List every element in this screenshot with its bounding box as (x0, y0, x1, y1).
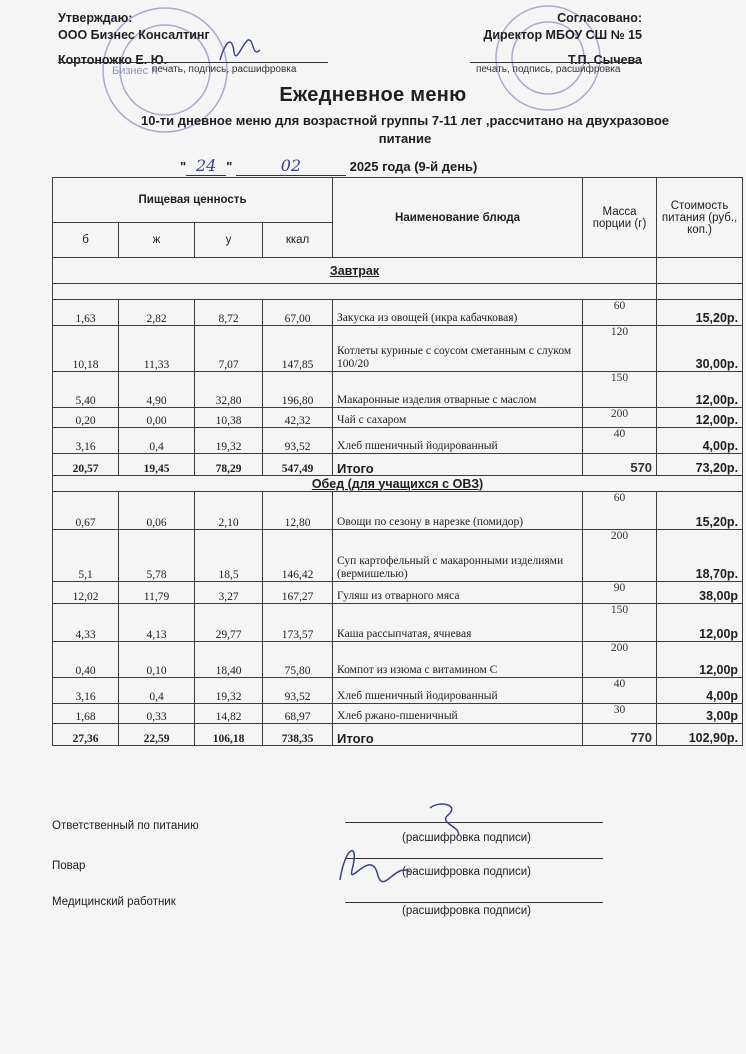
dish-price: 15,20р. (657, 300, 743, 326)
dish-mass: 120 (583, 326, 657, 372)
dish-price: 15,20р. (657, 492, 743, 530)
header-kcal: ккал (263, 223, 333, 258)
total-name: Итого (333, 454, 583, 476)
dish-mass: 30 (583, 704, 657, 724)
value-u: 19,32 (195, 428, 263, 454)
value-zh: 4,90 (119, 372, 195, 408)
dish-mass: 150 (583, 372, 657, 408)
total-mass: 770 (583, 724, 657, 746)
spacer-row (53, 284, 657, 300)
total-kcal: 547,49 (263, 454, 333, 476)
value-b: 0,40 (53, 642, 119, 678)
menu-table (52, 177, 743, 746)
value-u: 32,80 (195, 372, 263, 408)
approval-caption: печать, подпись, расшифровка (152, 64, 297, 75)
table-row (53, 326, 743, 372)
agreement-block (483, 10, 642, 69)
value-zh: 0,00 (119, 408, 195, 428)
table-row (53, 408, 743, 428)
agreement-sign-line (470, 62, 642, 63)
total-zh: 22,59 (119, 724, 195, 746)
dish-price: 12,00р (657, 642, 743, 678)
footer-responsible: Ответственный по питанию (52, 820, 199, 832)
approval-heading: Утверждаю: (58, 11, 133, 25)
dish-mass: 90 (583, 582, 657, 604)
value-zh: 11,33 (119, 326, 195, 372)
total-zh: 19,45 (119, 454, 195, 476)
breakfast-total-row (53, 454, 743, 476)
agreement-heading: Согласовано: (557, 11, 642, 25)
value-kcal: 196,80 (263, 372, 333, 408)
section-lunch: Обед (для учащихся с ОВЗ) (53, 476, 743, 492)
total-kcal: 738,35 (263, 724, 333, 746)
table-row (53, 704, 743, 724)
table-row (53, 530, 743, 582)
table-row (53, 642, 743, 678)
value-kcal: 167,27 (263, 582, 333, 604)
table-row (53, 300, 743, 326)
value-u: 7,07 (195, 326, 263, 372)
date-year: 2025 года (9-й день) (349, 159, 478, 174)
header-dish-name: Наименование блюда (333, 178, 583, 258)
header-mass: Масса порции (г) (583, 178, 657, 258)
approval-sign-line (58, 62, 328, 63)
header-nutrition: Пищевая ценность (53, 178, 333, 223)
dish-mass: 150 (583, 604, 657, 642)
value-kcal: 173,57 (263, 604, 333, 642)
footer-sign-line-1 (345, 822, 603, 823)
value-kcal: 42,32 (263, 408, 333, 428)
dish-name: Компот из изюма с витамином С (333, 642, 583, 678)
dish-name: Закуска из овощей (икра кабачковая) (333, 300, 583, 326)
dish-price: 38,00р (657, 582, 743, 604)
value-kcal: 67,00 (263, 300, 333, 326)
value-u: 18,40 (195, 642, 263, 678)
total-u: 106,18 (195, 724, 263, 746)
value-b: 1,68 (53, 704, 119, 724)
value-zh: 5,78 (119, 530, 195, 582)
total-price: 73,20р. (657, 454, 743, 476)
value-zh: 2,82 (119, 300, 195, 326)
value-zh: 0,4 (119, 428, 195, 454)
page-subtitle: 10-ти дневное меню для возрастной группы 7-11 лет ,рассчитано на двухразовое питание (140, 113, 669, 146)
agreement-position: Директор МБОУ СШ № 15 (483, 28, 642, 42)
value-b: 3,16 (53, 428, 119, 454)
approval-signature (212, 30, 272, 70)
total-b: 20,57 (53, 454, 119, 476)
value-zh: 0,4 (119, 678, 195, 704)
dish-price: 3,00р (657, 704, 743, 724)
dish-price: 12,00р. (657, 372, 743, 408)
dish-name: Макаронные изделия отварные с маслом (333, 372, 583, 408)
table-row (53, 604, 743, 642)
dish-name: Котлеты куриные с соусом сметанным с слуком 100/20 (333, 326, 583, 372)
value-u: 18,5 (195, 530, 263, 582)
value-kcal: 75,80 (263, 642, 333, 678)
dish-price: 12,00р. (657, 408, 743, 428)
dish-name: Каша рассыпчатая, ячневая (333, 604, 583, 642)
section-breakfast: Завтрак (53, 258, 657, 284)
dish-price: 4,00р (657, 678, 743, 704)
approval-person: Кортоножко Е. Ю. (58, 53, 168, 67)
total-b: 27,36 (53, 724, 119, 746)
value-zh: 11,79 (119, 582, 195, 604)
spacer-row-cell (657, 284, 743, 300)
approval-org: ООО Бизнес Консалтинг (58, 28, 210, 42)
date-month: 02 (236, 156, 346, 176)
footer-sign-line-2 (345, 858, 603, 859)
value-b: 10,18 (53, 326, 119, 372)
dish-name: Суп картофельный с макаронными изделиями (вермишелью) (333, 530, 583, 582)
header-b: б (53, 223, 119, 258)
value-u: 14,82 (195, 704, 263, 724)
lunch-rows (53, 492, 743, 746)
value-kcal: 93,52 (263, 678, 333, 704)
value-b: 5,1 (53, 530, 119, 582)
total-u: 78,29 (195, 454, 263, 476)
dish-price: 30,00р. (657, 326, 743, 372)
dish-name: Овощи по сезону в нарезке (помидор) (333, 492, 583, 530)
menu-date: " 24 " 02 2025 года (9-й день) (180, 156, 478, 175)
dish-mass: 40 (583, 678, 657, 704)
value-u: 29,77 (195, 604, 263, 642)
value-zh: 0,33 (119, 704, 195, 724)
value-kcal: 68,97 (263, 704, 333, 724)
header-price: Стоимость питания (руб., коп.) (657, 178, 743, 258)
agreement-caption: печать, подпись, расшифровка (476, 64, 621, 75)
value-u: 10,38 (195, 408, 263, 428)
value-b: 4,33 (53, 604, 119, 642)
date-day: 24 (186, 156, 226, 176)
value-b: 3,16 (53, 678, 119, 704)
footer-cook: Повар (52, 860, 86, 872)
value-u: 19,32 (195, 678, 263, 704)
dish-mass: 200 (583, 408, 657, 428)
dish-name: Гуляш из отварного мяса (333, 582, 583, 604)
table-row (53, 428, 743, 454)
footer-caption-2: (расшифровка подписи) (402, 866, 531, 878)
dish-name: Чай с сахаром (333, 408, 583, 428)
total-mass: 570 (583, 454, 657, 476)
section-breakfast-empty (657, 258, 743, 284)
footer-caption-1: (расшифровка подписи) (402, 832, 531, 844)
table-row (53, 492, 743, 530)
table-row (53, 582, 743, 604)
value-u: 2,10 (195, 492, 263, 530)
value-zh: 0,10 (119, 642, 195, 678)
value-u: 3,27 (195, 582, 263, 604)
agreement-person: Т.П. Сычева (567, 53, 642, 67)
value-b: 0,20 (53, 408, 119, 428)
value-zh: 0,06 (119, 492, 195, 530)
dish-name: Хлеб ржано-пшеничный (333, 704, 583, 724)
value-kcal: 146,42 (263, 530, 333, 582)
value-b: 1,63 (53, 300, 119, 326)
approval-block (58, 10, 210, 69)
breakfast-rows (53, 300, 743, 476)
header-u: у (195, 223, 263, 258)
dish-mass: 200 (583, 530, 657, 582)
value-kcal: 12,80 (263, 492, 333, 530)
dish-mass: 200 (583, 642, 657, 678)
dish-name: Хлеб пшеничный йодированный (333, 428, 583, 454)
header-zh: ж (119, 223, 195, 258)
value-u: 8,72 (195, 300, 263, 326)
value-b: 5,40 (53, 372, 119, 408)
total-name: Итого (333, 724, 583, 746)
value-zh: 4,13 (119, 604, 195, 642)
page-title: Ежедневное меню (279, 84, 467, 106)
dish-price: 4,00р. (657, 428, 743, 454)
dish-mass: 40 (583, 428, 657, 454)
footer-sign-line-3 (345, 902, 603, 903)
value-kcal: 93,52 (263, 428, 333, 454)
total-price: 102,90р. (657, 724, 743, 746)
stamp-text: Бизнес К (112, 65, 158, 77)
dish-price: 12,00р (657, 604, 743, 642)
dish-name: Хлеб пшеничный йодированный (333, 678, 583, 704)
value-b: 0,67 (53, 492, 119, 530)
dish-mass: 60 (583, 492, 657, 530)
footer-medic: Медицинский работник (52, 896, 176, 908)
table-row (53, 678, 743, 704)
value-b: 12,02 (53, 582, 119, 604)
value-kcal: 147,85 (263, 326, 333, 372)
table-row (53, 372, 743, 408)
footer-caption-3: (расшифровка подписи) (402, 905, 531, 917)
dish-mass: 60 (583, 300, 657, 326)
lunch-total-row (53, 724, 743, 746)
dish-price: 18,70р. (657, 530, 743, 582)
